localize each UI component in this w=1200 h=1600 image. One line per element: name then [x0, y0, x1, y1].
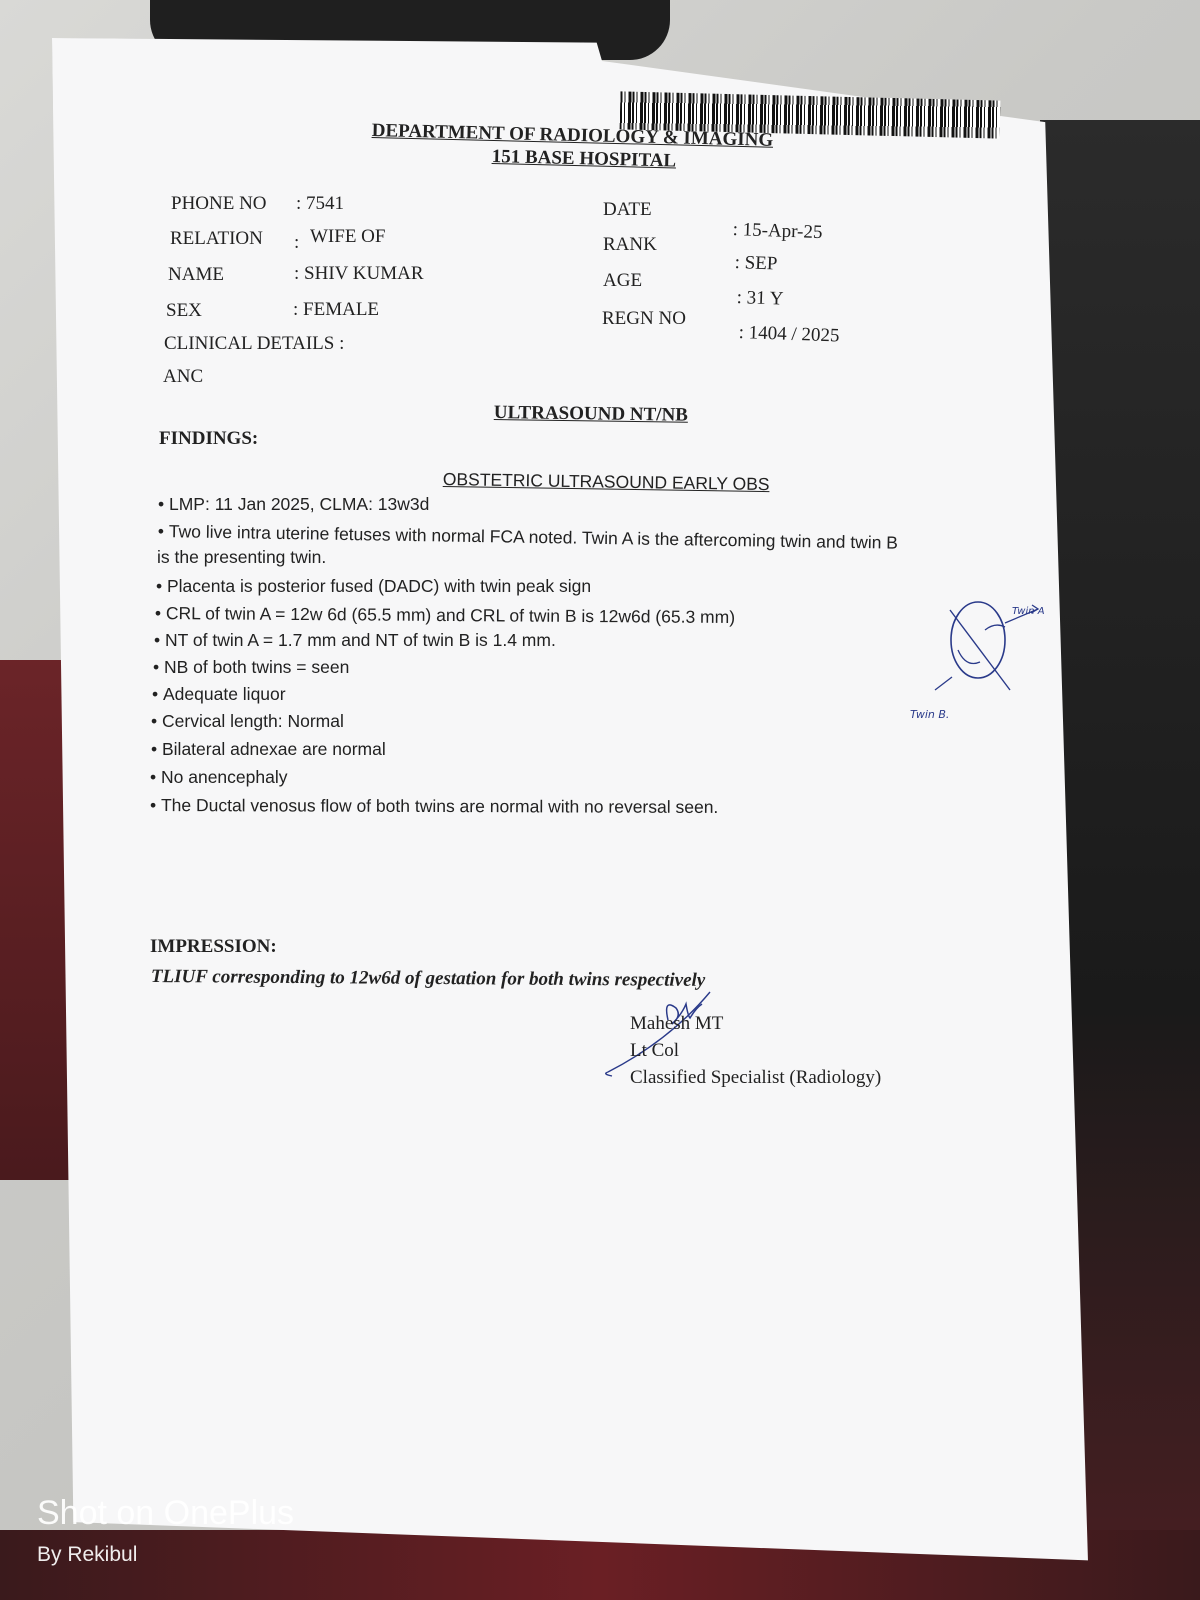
- finding-item: • The Ductal venosus flow of both twins are normal with no reversal seen.: [150, 795, 718, 818]
- sex-value: : FEMALE: [293, 299, 380, 320]
- finding-item: • NB of both twins = seen: [153, 657, 349, 678]
- finding-item: • Two live intra uterine fetuses with normal FCA noted. Twin A is the aftercoming twin and twin B: [158, 521, 898, 554]
- relation-separator: :: [294, 232, 300, 253]
- hospital-title: 151 BASE HOSPITAL: [491, 146, 677, 172]
- rank-value: : SEP: [734, 252, 778, 275]
- handwritten-twin-a-label: Twin A: [1012, 606, 1045, 617]
- clinical-details-value: ANC: [163, 366, 204, 387]
- findings-heading: FINDINGS:: [159, 428, 259, 449]
- name-label: NAME: [168, 264, 224, 285]
- finding-item: • Bilateral adnexae are normal: [151, 739, 386, 760]
- impression-text: TLIUF corresponding to 12w6d of gestation for both twins respectively: [150, 966, 706, 991]
- camera-watermark: Shot on OnePlus: [37, 1494, 295, 1532]
- finding-item: • Adequate liquor: [152, 684, 286, 705]
- date-label: DATE: [603, 199, 652, 220]
- name-value: : SHIV KUMAR: [294, 263, 424, 284]
- finding-item: • No anencephaly: [150, 767, 287, 788]
- phone-label: PHONE NO: [171, 193, 267, 214]
- finding-item: • NT of twin A = 1.7 mm and NT of twin B is 1.4 mm.: [154, 630, 556, 651]
- regn-value: : 1404 / 2025: [738, 322, 840, 347]
- relation-label: RELATION: [170, 228, 263, 249]
- finding-item: • CRL of twin A = 12w 6d (65.5 mm) and CRL of twin B is 12w6d (65.3 mm): [155, 603, 735, 628]
- sex-label: SEX: [166, 300, 202, 321]
- signatory-rank: Lt Col: [630, 1040, 680, 1061]
- clinical-details-label: CLINICAL DETAILS :: [164, 333, 345, 354]
- signatory-designation: Classified Specialist (Radiology): [630, 1067, 882, 1088]
- finding-item: • Cervical length: Normal: [151, 711, 344, 732]
- camera-watermark-author: By Rekibul: [37, 1543, 138, 1566]
- regn-label: REGN NO: [602, 308, 686, 329]
- relation-value: WIFE OF: [310, 226, 386, 247]
- date-value: : 15-Apr-25: [732, 219, 823, 244]
- handwritten-twin-b-label: Twin B.: [910, 708, 950, 721]
- finding-item: • Placenta is posterior fused (DADC) with twin peak sign: [156, 576, 591, 597]
- background-red-object: [0, 660, 70, 1180]
- signatory-name: Mahesh MT: [630, 1013, 724, 1034]
- phone-value: : 7541: [296, 193, 345, 214]
- finding-item-continued: is the presenting twin.: [157, 547, 327, 567]
- findings-subtitle: OBSTETRIC ULTRASOUND EARLY OBS: [442, 469, 770, 495]
- age-value: : 31 Y: [736, 287, 784, 310]
- handwritten-twin-sketch: [930, 595, 1070, 725]
- department-title: DEPARTMENT OF RADIOLOGY & IMAGING: [371, 120, 774, 151]
- rank-label: RANK: [603, 234, 657, 255]
- impression-heading: IMPRESSION:: [150, 936, 277, 957]
- study-title: ULTRASOUND NT/NB: [493, 402, 689, 426]
- finding-item: • LMP: 11 Jan 2025, CLMA: 13w3d: [158, 494, 429, 515]
- age-label: AGE: [603, 270, 643, 291]
